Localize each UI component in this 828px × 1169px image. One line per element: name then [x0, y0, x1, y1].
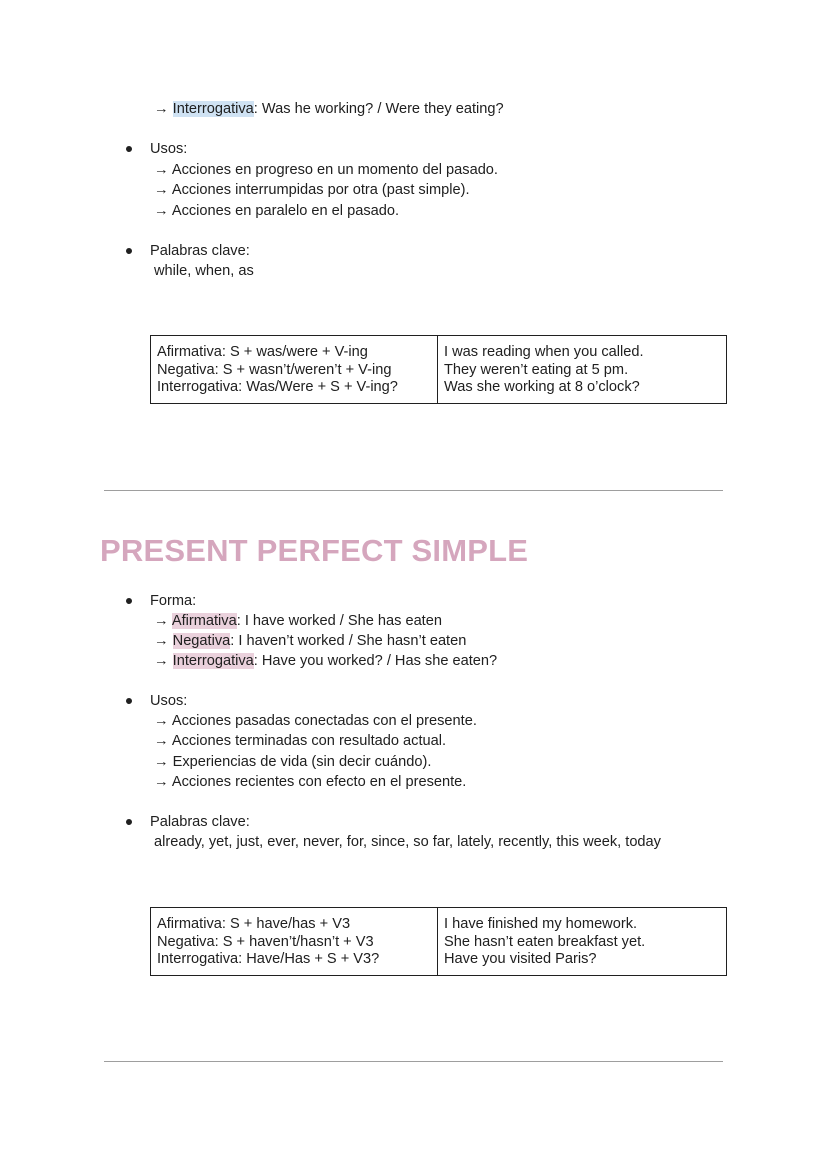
arrow-icon: → [154, 162, 169, 178]
arrow-icon: → [154, 733, 169, 749]
usos-heading: Usos: [150, 141, 188, 157]
structure-line: Interrogativa: Have/Has + S + V3? [157, 951, 380, 967]
example-line: They weren’t eating at 5 pm. [444, 361, 629, 378]
structure-line: Afirmativa: S + was/were + V-ing [157, 344, 368, 360]
forma-line-interrogativa [154, 99, 504, 119]
usos-item-text: Acciones en progreso en un momento del pasado. [171, 162, 498, 178]
usos-item [154, 201, 399, 221]
example-line: Have you visited Paris? [444, 951, 597, 967]
forma-label: Negativa [172, 633, 231, 649]
arrow-icon: → [154, 613, 169, 629]
arrow-icon: → [154, 203, 169, 219]
usos-item [154, 772, 466, 792]
bullet-icon [126, 146, 132, 152]
palabras-heading: Palabras clave: [150, 814, 250, 830]
interrogativa-label: Interrogativa [172, 101, 254, 117]
usos-item [154, 752, 431, 772]
forma-label: Afirmativa [171, 613, 237, 629]
forma-line-afirmativa [154, 611, 442, 631]
page-title: PRESENT PERFECT SIMPLE [100, 533, 529, 568]
structure-line: Negativa: S + wasn’t/weren’t + V-ing [157, 361, 392, 378]
structure-cell [151, 336, 438, 404]
usos-item-text: Acciones interrumpidas por otra (past simple). [171, 182, 470, 198]
palabras-clave: while, when, as [154, 263, 254, 279]
usos-item [154, 180, 470, 200]
usos-item [154, 160, 498, 180]
usos-item-text: Acciones terminadas con resultado actual. [171, 733, 447, 749]
forma-text: : I have worked / She has eaten [236, 613, 442, 629]
arrow-icon: → [154, 182, 169, 198]
bullet-icon [126, 248, 132, 254]
usos-item-text: Experiencias de vida (sin decir cuándo). [172, 754, 432, 770]
arrow-icon: → [154, 101, 169, 117]
usos-heading: Usos: [150, 693, 188, 709]
interrogativa-text: : Was he working? / Were they eating? [253, 101, 504, 117]
arrow-icon: → [154, 774, 169, 790]
forma-heading: Forma: [150, 593, 197, 609]
forma-label: Interrogativa [172, 653, 254, 669]
usos-item-text: Acciones recientes con efecto en el presente. [171, 774, 467, 790]
arrow-icon: → [154, 633, 169, 649]
structure-line: Negativa: S + haven’t/hasn’t + V3 [157, 933, 374, 950]
forma-text: : I haven’t worked / She hasn’t eaten [230, 633, 467, 649]
arrow-icon: → [154, 653, 169, 669]
section-divider [104, 1061, 723, 1062]
bullet-icon [126, 698, 132, 704]
structure-cell [151, 908, 438, 976]
example-cell [438, 908, 727, 976]
example-line: She hasn’t eaten breakfast yet. [444, 933, 646, 950]
example-cell [438, 336, 727, 404]
palabras-clave: already, yet, just, ever, never, for, since, so far, lately, recently, this week, today [154, 834, 661, 850]
bullet-icon [126, 819, 132, 825]
usos-item-text: Acciones pasadas conectadas con el presente. [171, 713, 477, 729]
structure-line: Interrogativa: Was/Were + S + V-ing? [157, 379, 398, 395]
example-line: I have finished my homework. [444, 916, 638, 932]
arrow-icon: → [154, 713, 169, 729]
forma-line-negativa [154, 631, 466, 651]
palabras-heading: Palabras clave: [150, 243, 250, 259]
bullet-icon [126, 598, 132, 604]
usos-item [154, 731, 446, 751]
example-line: Was she working at 8 o’clock? [444, 379, 640, 395]
usos-item [154, 711, 477, 731]
forma-line-interrogativa [154, 651, 497, 671]
section-divider [104, 490, 723, 491]
grammar-table-present-perfect [150, 907, 727, 976]
grammar-table-past-continuous [150, 335, 727, 404]
arrow-icon: → [154, 754, 169, 770]
forma-text: : Have you worked? / Has she eaten? [253, 653, 498, 669]
structure-line: Afirmativa: S + have/has + V3 [157, 916, 351, 932]
usos-item-text: Acciones en paralelo en el pasado. [171, 203, 400, 219]
example-line: I was reading when you called. [444, 344, 644, 360]
